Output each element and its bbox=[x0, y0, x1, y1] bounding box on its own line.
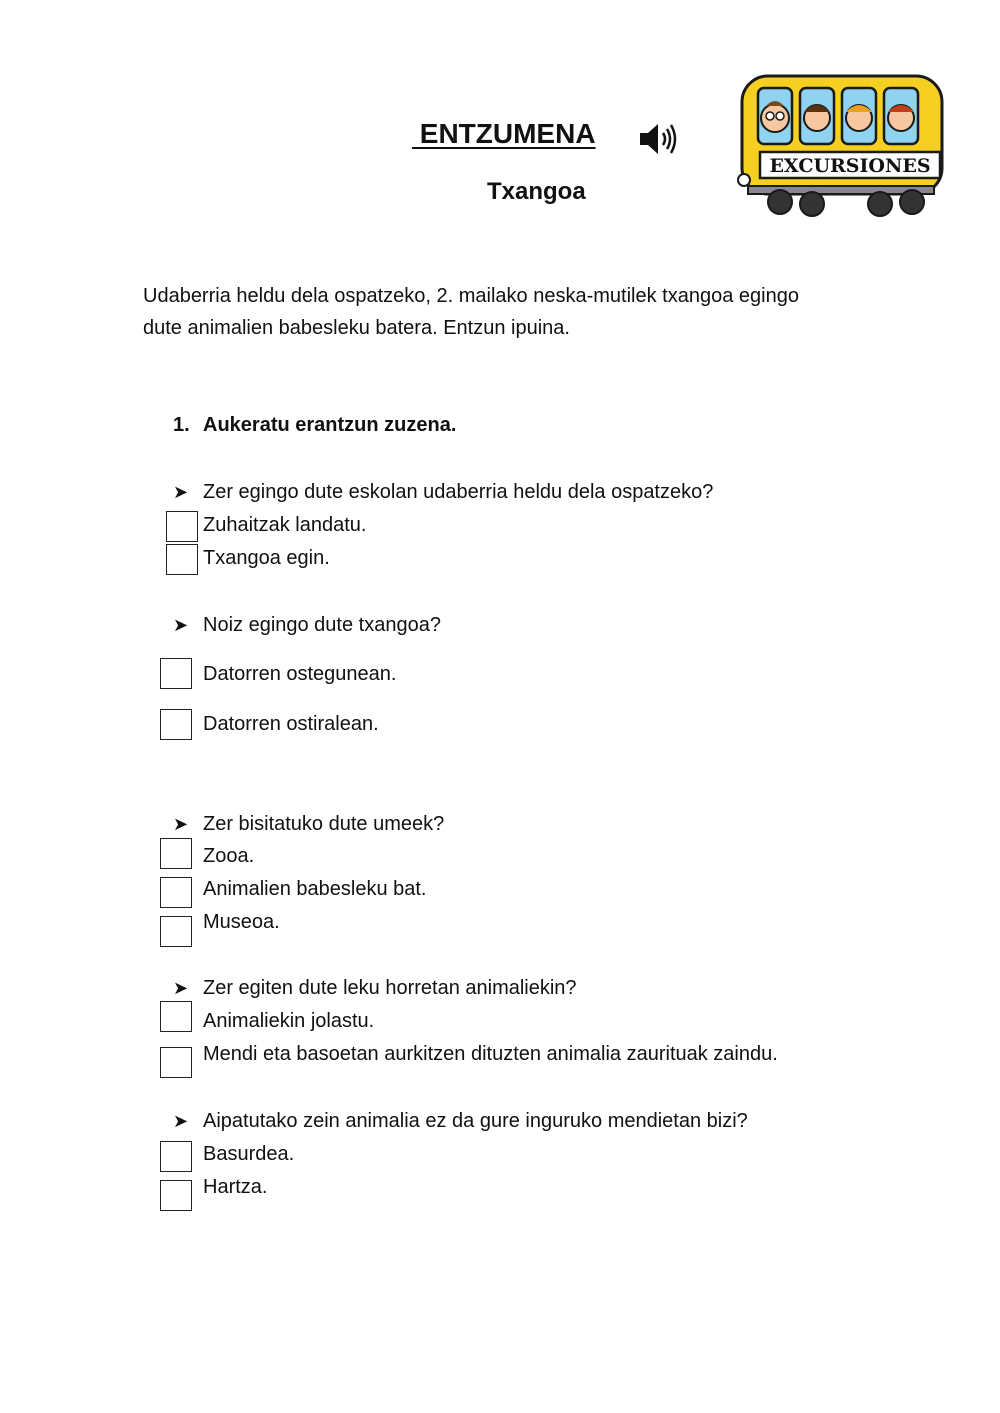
intro-line: dute animalien babesleku batera. Entzun ipuina. bbox=[143, 317, 570, 339]
answer-checkbox[interactable] bbox=[160, 1047, 192, 1078]
exercise-instruction-text: Aukeratu erantzun zuzena. bbox=[203, 414, 457, 436]
question-5 bbox=[173, 1110, 748, 1133]
answer-checkbox[interactable] bbox=[160, 709, 192, 740]
answer-option: Animaliekin jolastu. bbox=[203, 1010, 375, 1032]
arrow-bullet-icon: ➤ bbox=[173, 978, 189, 998]
answer-checkbox[interactable] bbox=[160, 916, 192, 947]
answer-checkbox[interactable] bbox=[166, 544, 198, 575]
answer-checkbox[interactable] bbox=[160, 1180, 192, 1211]
question-2 bbox=[173, 614, 441, 637]
answer-checkbox[interactable] bbox=[160, 838, 192, 869]
answer-checkbox[interactable] bbox=[160, 1001, 192, 1032]
arrow-bullet-icon: ➤ bbox=[173, 814, 189, 834]
answer-checkbox[interactable] bbox=[160, 1141, 192, 1172]
intro-line: Udaberria heldu dela ospatzeko, 2. mailako neska-mutilek txangoa egingo bbox=[143, 285, 799, 307]
question-4 bbox=[173, 977, 577, 1000]
answer-option: Zooa. bbox=[203, 845, 255, 867]
svg-text:EXCURSIONES: EXCURSIONES bbox=[769, 155, 931, 177]
question-text: Zer bisitatuko dute umeek? bbox=[203, 813, 445, 835]
question-text: Noiz egingo dute txangoa? bbox=[203, 614, 441, 636]
question-1 bbox=[173, 481, 713, 504]
answer-checkbox[interactable] bbox=[166, 511, 198, 542]
question-text: Zer egiten dute leku horretan animaliekin? bbox=[203, 977, 577, 999]
answer-option: Mendi eta basoetan aurkitzen dituzten animalia zaurituak zaindu. bbox=[203, 1043, 778, 1065]
page-subtitle: Txangoa bbox=[487, 178, 586, 205]
school-bus-illustration bbox=[730, 68, 952, 220]
answer-option: Animalien babesleku bat. bbox=[203, 878, 427, 900]
page-title: ENTZUMENA bbox=[412, 118, 596, 149]
answer-option: Txangoa egin. bbox=[203, 547, 330, 569]
exercise-number: 1. bbox=[173, 414, 190, 436]
answer-option: Zuhaitzak landatu. bbox=[203, 514, 367, 536]
answer-option: Hartza. bbox=[203, 1176, 268, 1198]
answer-checkbox[interactable] bbox=[160, 658, 192, 689]
answer-checkbox[interactable] bbox=[160, 877, 192, 908]
question-text: Aipatutako zein animalia ez da gure inguruko mendietan bizi? bbox=[203, 1110, 748, 1132]
answer-option: Museoa. bbox=[203, 911, 280, 933]
answer-option: Datorren ostegunean. bbox=[203, 663, 397, 685]
answer-option: Basurdea. bbox=[203, 1143, 295, 1165]
intro-paragraph bbox=[143, 280, 883, 344]
exercise-instruction bbox=[173, 414, 456, 437]
arrow-bullet-icon: ➤ bbox=[173, 1111, 189, 1131]
question-text: Zer egingo dute eskolan udaberria heldu dela ospatzeko? bbox=[203, 481, 714, 503]
answer-option: Datorren ostiralean. bbox=[203, 713, 379, 735]
arrow-bullet-icon: ➤ bbox=[173, 482, 189, 502]
question-3 bbox=[173, 813, 444, 836]
arrow-bullet-icon: ➤ bbox=[173, 615, 189, 635]
speaker-icon[interactable] bbox=[638, 121, 678, 157]
